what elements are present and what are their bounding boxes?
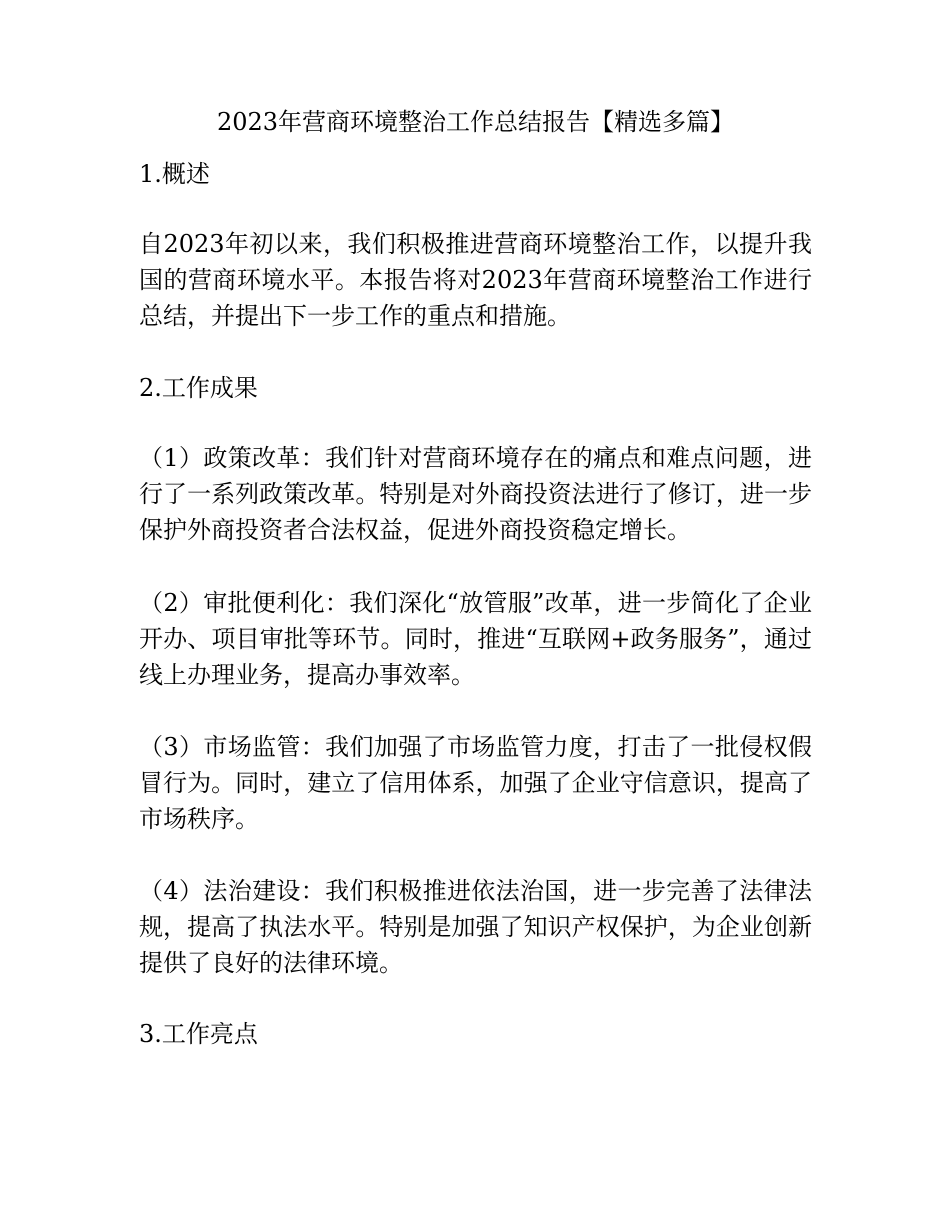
list-item-policy-reform: （1）政策改革：我们针对营商环境存在的痛点和难点问题，进行了一系列政策改革。特别是对外商投资法进行了修订，进一步保护外商投资者合法权益，促进外商投资稳定增长。 (139, 444, 812, 544)
list-item-market-supervision: （3）市场监管：我们加强了市场监管力度，打击了一批侵权假冒行为。同时，建立了信用体系，加强了企业守信意识，提高了市场秩序。 (139, 733, 812, 833)
document-title: 2023年营商环境整治工作总结报告【精选多篇】 (216, 108, 735, 136)
section-heading-highlights: 3.工作亮点 (139, 1020, 258, 1048)
list-item-rule-of-law: （4）法治建设：我们积极推进依法治国，进一步完善了法律法规，提高了执法水平。特别是加强了知识产权保护，为企业创新提供了良好的法律环境。 (139, 877, 812, 977)
list-item-approval-facilitation: （2）审批便利化：我们深化“放管服”改革，进一步简化了企业开办、项目审批等环节。同时，推进“互联网+政务服务”，通过线上办理业务，提高办事效率。 (139, 589, 812, 689)
section-heading-overview: 1.概述 (139, 160, 210, 188)
paragraph-overview: 自2023年初以来，我们积极推进营商环境整治工作，以提升我国的营商环境水平。本报告将对2023年营商环境整治工作进行总结，并提出下一步工作的重点和措施。 (139, 230, 812, 330)
section-heading-results: 2.工作成果 (139, 374, 258, 402)
